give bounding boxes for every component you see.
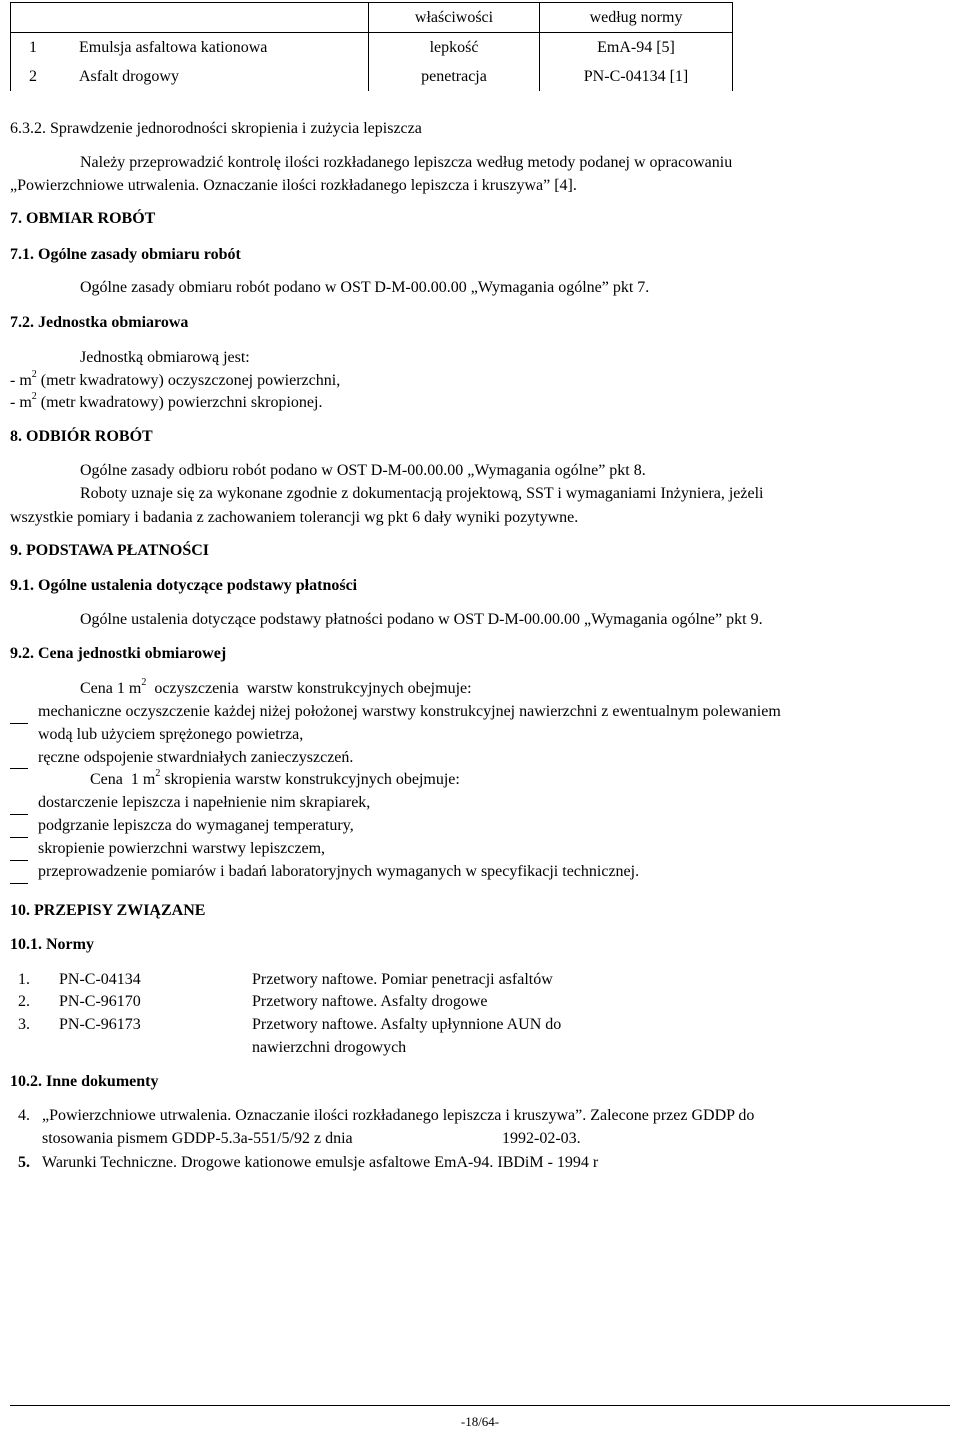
doc-number: 5.: [18, 1154, 30, 1171]
doc-line: „Powierzchniowe utrwalenia. Oznaczanie ilości rozkładanego lepiszcza i kruszywa”. Zalecone przez GDDP do: [42, 1107, 755, 1124]
text: (metr kwadratowy) oczyszczonej powierzchni,: [36, 372, 341, 389]
norm-title: Przetwory naftowe. Asfalty drogowe: [252, 993, 488, 1010]
norm-code: PN-C-04134: [59, 971, 141, 988]
list-item: przeprowadzenie pomiarów i badań laboratoryjnych wymaganych w specyfikacji technicznej.: [38, 863, 640, 880]
paragraph-line: Ogólne zasady obmiaru robót podano w OST D-M-00.00.00 „Wymagania ogólne” pkt 7.: [80, 279, 650, 296]
footer-divider: [10, 1405, 950, 1406]
table-row: [11, 33, 733, 63]
section-heading-7-2: 7.2. Jednostka obmiarowa: [10, 314, 189, 331]
table-header-row: [11, 3, 733, 33]
unit-line: [10, 369, 341, 389]
table-cell: [79, 3, 369, 33]
table-cell: 1: [11, 33, 80, 63]
table-header-cell: według normy: [540, 3, 733, 33]
norm-title: Przetwory naftowe. Asfalty upłynnione AUN do: [252, 1016, 562, 1033]
paragraph-line: wszystkie pomiary i badania z zachowaniem tolerancji wg pkt 6 dały wyniki pozytywne.: [10, 509, 579, 526]
list-item: dostarczenie lepiszcza i napełnienie nim skrapiarek,: [38, 794, 371, 811]
list-item-continuation: wodą lub użyciem sprężonego powietrza,: [38, 726, 304, 743]
paragraph-line: [90, 768, 460, 788]
paragraph-line: Należy przeprowadzić kontrolę ilości rozkładanego lepiszcza według metody podanej w opracowaniu: [80, 154, 733, 171]
doc-date: 1992-02-03.: [502, 1130, 581, 1147]
text: - m: [10, 394, 32, 411]
list-dash: [10, 826, 28, 842]
section-heading-10-2: 10.2. Inne dokumenty: [10, 1073, 159, 1090]
superscript: 2: [31, 369, 37, 380]
list-item: podgrzanie lepiszcza do wymaganej temperatury,: [38, 817, 354, 834]
table-cell: EmA-94 [5]: [540, 33, 733, 63]
table-cell: PN-C-04134 [1]: [540, 62, 733, 91]
section-heading-7-1: 7.1. Ogólne zasady obmiaru robót: [10, 246, 241, 263]
doc-number: 4.: [18, 1107, 30, 1124]
norm-number: 3.: [18, 1016, 30, 1033]
text: Cena 1 m: [90, 771, 156, 788]
table-header-cell: właściwości: [369, 3, 540, 33]
list-item: mechaniczne oczyszczenie każdej niżej położonej warstwy konstrukcyjnej nawierzchni z ewentualnym polewaniem: [38, 703, 781, 720]
superscript: 2: [155, 768, 161, 779]
norm-title: Przetwory naftowe. Pomiar penetracji asfaltów: [252, 971, 553, 988]
page-number: -18/64-: [460, 1414, 500, 1429]
list-dash: [10, 757, 28, 773]
list-dash: [10, 872, 28, 888]
doc-line: Warunki Techniczne. Drogowe kationowe emulsje asfaltowe EmA-94. IBDiM - 1994 r: [42, 1154, 599, 1171]
superscript: 2: [31, 391, 37, 402]
section-heading-7: 7. OBMIAR ROBÓT: [10, 210, 156, 227]
norm-title-continuation: nawierzchni drogowych: [252, 1039, 407, 1056]
list-dash: [10, 849, 28, 865]
paragraph-line: Ogólne ustalenia dotyczące podstawy płatności podano w OST D-M-00.00.00 „Wymagania ogólne” pkt 9.: [80, 611, 763, 628]
text: Cena 1 m: [80, 680, 142, 697]
list-item: ręczne odspojenie stwardniałych zanieczyszczeń.: [38, 749, 354, 766]
section-heading-9-2: 9.2. Cena jednostki obmiarowej: [10, 645, 227, 662]
table-cell: 2: [11, 62, 80, 91]
table-row: [11, 62, 733, 91]
section-heading-8: 8. ODBIÓR ROBÓT: [10, 428, 153, 445]
table-cell: penetracja: [369, 62, 540, 91]
list-dash: [10, 803, 28, 819]
doc-line: stosowania pismem GDDP-5.3a-551/5/92 z dnia: [42, 1130, 353, 1147]
properties-table: [10, 2, 733, 91]
table-cell: Emulsja asfaltowa kationowa: [79, 33, 369, 63]
text: skropienia warstw konstrukcyjnych obejmuje:: [160, 771, 460, 788]
section-heading-10-1: 10.1. Normy: [10, 936, 94, 953]
paragraph-line: Jednostką obmiarową jest:: [80, 349, 250, 366]
paragraph-line: Ogólne zasady odbioru robót podano w OST D-M-00.00.00 „Wymagania ogólne” pkt 8.: [80, 462, 646, 479]
section-heading-6-3-2: 6.3.2. Sprawdzenie jednorodności skropienia i zużycia lepiszcza: [10, 120, 422, 137]
table-cell: lepkość: [369, 33, 540, 63]
section-heading-9: 9. PODSTAWA PŁATNOŚCI: [10, 542, 209, 559]
section-heading-10: 10. PRZEPISY ZWIĄZANE: [10, 902, 206, 919]
paragraph-line: „Powierzchniowe utrwalenia. Oznaczanie ilości rozkładanego lepiszcza i kruszywa” [4].: [10, 177, 577, 194]
table-cell: [11, 3, 80, 33]
paragraph-line: Roboty uznaje się za wykonane zgodnie z dokumentacją projektową, SST i wymaganiami Inżyniera, jeżeli: [80, 485, 764, 502]
norm-number: 1.: [18, 971, 30, 988]
norm-code: PN-C-96173: [59, 1016, 141, 1033]
text: oczyszczenia warstw konstrukcyjnych obejmuje:: [146, 680, 472, 697]
norm-number: 2.: [18, 993, 30, 1010]
section-heading-9-1: 9.1. Ogólne ustalenia dotyczące podstawy płatności: [10, 577, 358, 594]
superscript: 2: [141, 677, 147, 688]
list-item: skropienie powierzchni warstwy lepiszczem,: [38, 840, 326, 857]
paragraph-line: [80, 677, 472, 697]
text: - m: [10, 372, 32, 389]
norm-code: PN-C-96170: [59, 993, 141, 1010]
unit-line: [10, 391, 323, 411]
text: (metr kwadratowy) powierzchni skropionej.: [36, 394, 323, 411]
table-cell: Asfalt drogowy: [79, 62, 369, 91]
list-dash: [10, 712, 28, 728]
